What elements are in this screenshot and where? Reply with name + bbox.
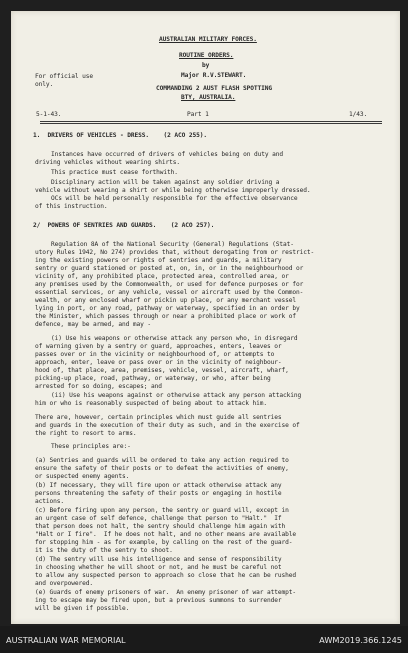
item-e-line: (e) Guards of enemy prisoners of war. An enemy prisoner of war attempt- (35, 589, 297, 596)
section-2-para-line: utory Rules 1942, No 274) provides that, without derogating from or restrict- (35, 249, 315, 256)
section-1-line: Disciplinary action will be taken against any soldier driving a (51, 179, 280, 186)
header-by: by (202, 62, 210, 69)
item-c-line: (c) Before firing upon any person, the sentry or guard will, except in (35, 507, 289, 514)
item-e-line: ing to escape may be fired upon, but a previous summons to surrender (35, 597, 282, 604)
official-use-line-2: only. (35, 81, 54, 88)
divider-line-2 (40, 123, 382, 124)
item-e-line: will be given if possible. (35, 605, 130, 612)
section-2-para-line: Regulation 8A of the National Security (General) Regulations (Stat- (51, 241, 294, 248)
item-ii-line: (ii) Use his weapons against or otherwise attack any person attacking (51, 392, 302, 399)
section-1-line: driving vehicles without wearing shirts. (35, 159, 181, 166)
item-c-line: for stopping him - as for example, by calling on the rest of the guard- (35, 539, 293, 546)
item-i-line: picking-up place, road, pathway, or waterway, or who, after being (35, 375, 271, 382)
header-battery: BTY, AUSTRALIA. (181, 94, 236, 101)
item-i-line: passes over or in the vicinity or neighbourhood of, or attempts to (35, 351, 275, 358)
header-routine-orders: ROUTINE ORDERS. (179, 52, 234, 59)
item-b-line: actions. (35, 498, 65, 505)
section-1-line: of this instruction. (35, 203, 108, 210)
item-i-line: arrested for so doing, escapes; and (35, 383, 162, 390)
header-commanding: COMMANDING 2 AUST FLASH SPOTTING (156, 85, 273, 92)
section-2-para-line: sentry or guard stationed or posted at, on, in, or in the neighbourhood or (35, 265, 304, 272)
item-c-line: "Halt or I fire". If he does not halt, and no other means are available (35, 531, 297, 538)
section-2-para-line: defence, may be armed, and may - (35, 321, 152, 328)
item-a-line: (a) Sentries and guards will be ordered to take any action required to (35, 457, 289, 464)
principles-intro: These principles are:- (51, 443, 131, 450)
item-a-line: ensure the safety of their posts or to defeat the activities of enemy, (35, 465, 289, 472)
item-i-line: hood of, that place, area, premises, vehicle, vessel, aircraft, wharf, (35, 367, 289, 374)
item-ii-line: him or who is reasonably suspected of being about to attack him. (35, 400, 268, 407)
archive-accession-number: AWM2019.366.1245 (319, 635, 402, 645)
section-2-para2-line: There are, however, certain principles which must guide all sentries (35, 414, 282, 421)
section-2-para-line: vicinity of, any prohibited place, protected area, controlled area, or (35, 273, 289, 280)
archive-footer (0, 626, 408, 653)
section-1-line: OCs will be held personally responsible for the effective observance (51, 195, 298, 202)
order-number: 1/43. (349, 111, 368, 118)
section-2-para-line: any premises used by the Commonwealth, or used for defence purposes or for (35, 281, 304, 288)
item-d-line: in choosing whether he will shoot or not, and he must be careful not (35, 564, 282, 571)
item-a-line: or suspected enemy agents. (35, 473, 130, 480)
header-title: AUSTRALIAN MILITARY FORCES. (159, 36, 257, 43)
section-2-heading: 2/ POWERS OF SENTRIES AND GUARDS. (2 ACO 257). (33, 222, 215, 229)
item-d-line: and overpowered. (35, 580, 94, 587)
order-part: Part 1 (187, 111, 209, 118)
section-2-para-line: the Minister, which passes through or near a prohibited place or work of (35, 313, 297, 320)
section-2-para2-line: the right to resort to arms. (35, 430, 137, 437)
item-i-line: (i) Use his weapons or otherwise attack any person who, in disregard (51, 335, 298, 342)
item-c-line: it is the duty of the sentry to shoot. (35, 547, 173, 554)
divider-line (40, 121, 382, 122)
header-major: Major R.V.STEWART. (181, 72, 247, 79)
item-d-line: (d) The sentry will use his intelligence and sense of responsibility (35, 556, 282, 563)
item-i-line: of warning given by a sentry or guard, approaches, enters, leaves or (35, 343, 282, 350)
item-d-line: to allow any suspected person to approach so close that he can be rushed (35, 572, 297, 579)
archive-name: AUSTRALIAN WAR MEMORIAL (6, 635, 126, 645)
section-1-line: This practice must cease forthwith. (51, 169, 178, 176)
item-c-line: an urgent case of self defence, challenge that person to "Halt." If (35, 515, 282, 522)
section-2-para2-line: and guards in the execution of their duty as such, and in the exercise of (35, 422, 300, 429)
item-b-line: persons threatening the safety of their posts or engaging in hostile (35, 490, 282, 497)
section-1-line: Instances have occurred of drivers of vehicles being on duty and (51, 151, 284, 158)
item-b-line: (b) If necessary, they will fire upon or attack otherwise attack any (35, 482, 282, 489)
section-2-para-line: wealth, or any enclosed wharf or pickin up place, or any merchant vessel (35, 297, 297, 304)
item-i-line: approach, enter, leave or pass over or in the vicinity of neighbour- (35, 359, 282, 366)
official-use-line-1: For official use (35, 73, 94, 80)
order-date: 5-1-43. (36, 111, 62, 118)
section-1-heading: 1. DRIVERS OF VEHICLES - DRESS. (2 ACO 255). (33, 132, 208, 139)
section-2-para-line: lying in port, or any road, pathway or waterway, specified in an order by (35, 305, 300, 312)
section-2-para-line: ing the existing powers or rights of sentries and guards, a military (35, 257, 282, 264)
section-2-para-line: essential services, or any vehicle, vessel or aircraft used by the Common- (35, 289, 304, 296)
section-1-line: vehicle without wearing a shirt or while being otherwise improperly dressed. (35, 187, 311, 194)
paper-page (11, 11, 400, 624)
item-c-line: that person does not halt, the sentry should challenge him again with (35, 523, 286, 530)
